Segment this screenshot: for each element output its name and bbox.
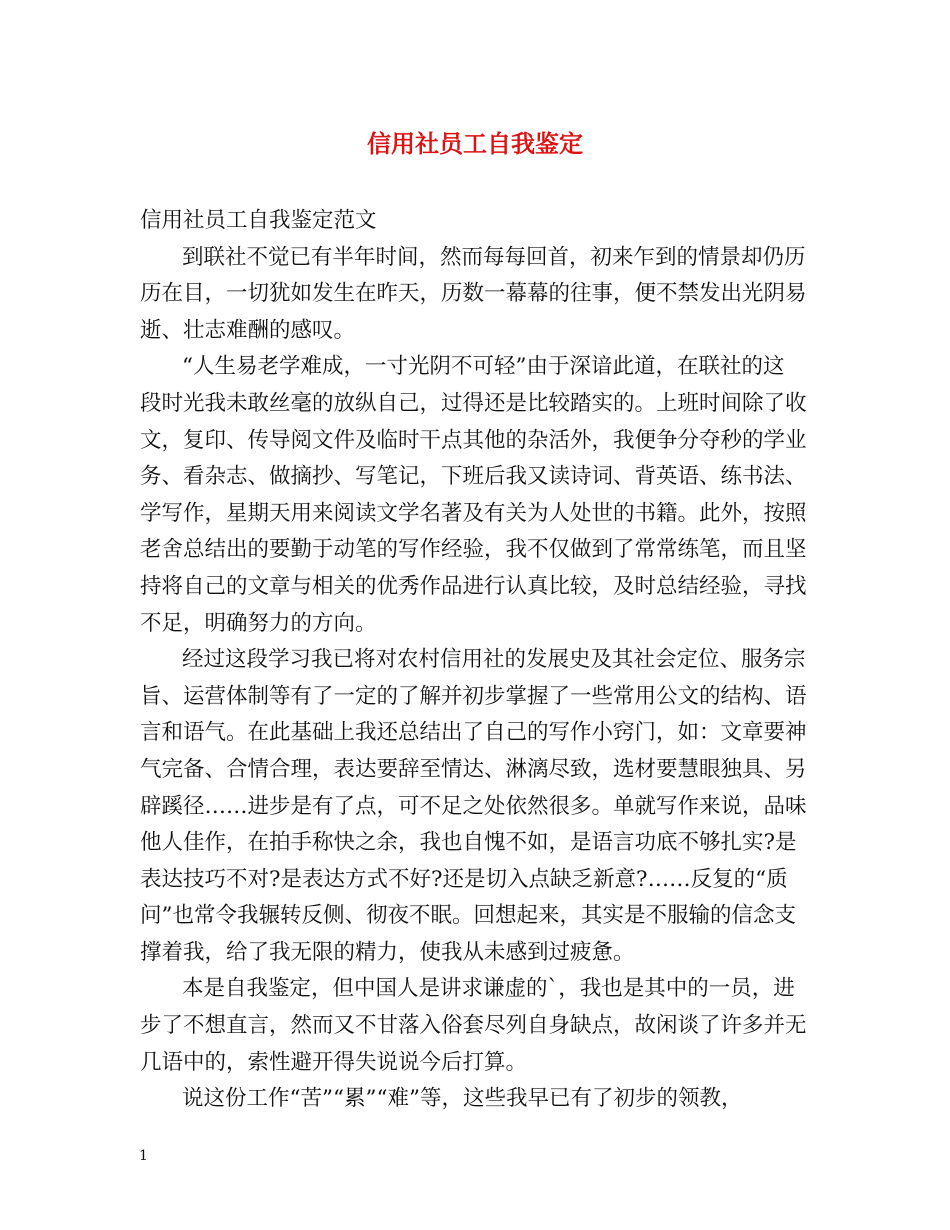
paragraph-line-10: 持将自己的文章与相关的优秀作品进行认真比较，及时总结经验，寻找 [140, 573, 807, 599]
paragraph-line-9: 老舍总结出的要勤于动笔的写作经验，我不仅做到了常常练笔，而且坚 [140, 537, 807, 563]
paragraph-line-13: 旨、运营体制等有了一定的了解并初步掌握了一些常用公文的结构、语 [140, 683, 807, 709]
paragraph-line-15: 气完备、合情合理，表达要辞至情达、淋漓尽致，选材要慧眼独具、另 [140, 756, 807, 782]
page-number: 1 [139, 1148, 148, 1164]
paragraph-line-22: 步了不想直言，然而又不甘落入俗套尽列自身缺点，故闲谈了许多并无 [140, 1013, 807, 1039]
paragraph-line-11: 不足，明确努力的方向。 [140, 610, 377, 636]
paragraph-line-14: 言和语气。在此基础上我还总结出了自己的写作小窍门，如：文章要神 [140, 720, 807, 746]
paragraph-line-24: 说这份工作“苦”“累”“难”等，这些我早已有了初步的领教， [182, 1086, 743, 1112]
paragraph-line-1: 到联社不觉已有半年时间，然而每每回首，初来乍到的情景却仍历 [182, 244, 806, 270]
paragraph-line-3: 逝、壮志难酬的感叹。 [140, 317, 356, 343]
paragraph-line-5: 段时光我未敢丝毫的放纵自己，过得还是比较踏实的。上班时间除了收 [140, 390, 807, 416]
paragraph-line-21: 本是自我鉴定，但中国人是讲求谦虚的`，我也是其中的一员，进 [182, 976, 795, 1002]
subtitle-line: 信用社员工自我鉴定范文 [140, 208, 377, 233]
paragraph-line-8: 学写作，星期天用来阅读文学名著及有关为人处世的书籍。此外，按照 [140, 500, 807, 526]
paragraph-line-4: “人生易老学难成，一寸光阴不可轻”由于深谙此道，在联社的这 [182, 354, 785, 380]
document-title: 信用社员工自我鉴定 [367, 129, 583, 158]
paragraph-line-16: 辟蹊径……进步是有了点，可不足之处依然很多。单就写作来说，品味 [140, 793, 807, 819]
paragraph-line-6: 文，复印、传导阅文件及临时干点其他的杂活外，我便争分夺秒的学业 [140, 427, 807, 453]
paragraph-line-17: 他人佳作，在拍手称快之余，我也自愧不如，是语言功底不够扎实?是 [140, 830, 797, 856]
paragraph-line-18: 表达技巧不对?是表达方式不好?还是切入点缺乏新意?……反复的“质 [140, 866, 788, 892]
paragraph-line-20: 撑着我，给了我无限的精力，使我从未感到过疲惫。 [140, 939, 635, 965]
paragraph-line-7: 务、看杂志、做摘抄、写笔记，下班后我又读诗词、背英语、练书法、 [140, 464, 807, 490]
paragraph-line-2: 历在目，一切犹如发生在昨天，历数一幕幕的往事，便不禁发出光阴易 [140, 281, 807, 307]
paragraph-line-12: 经过这段学习我已将对农村信用社的发展史及其社会定位、服务宗 [182, 647, 806, 673]
document-body [140, 203, 816, 1118]
paragraph-line-23: 几语中的，索性避开得失说说今后打算。 [140, 1049, 528, 1075]
paragraph-line-19: 问”也常令我辗转反侧、彻夜不眠。回想起来，其实是不服输的信念支 [140, 903, 796, 929]
